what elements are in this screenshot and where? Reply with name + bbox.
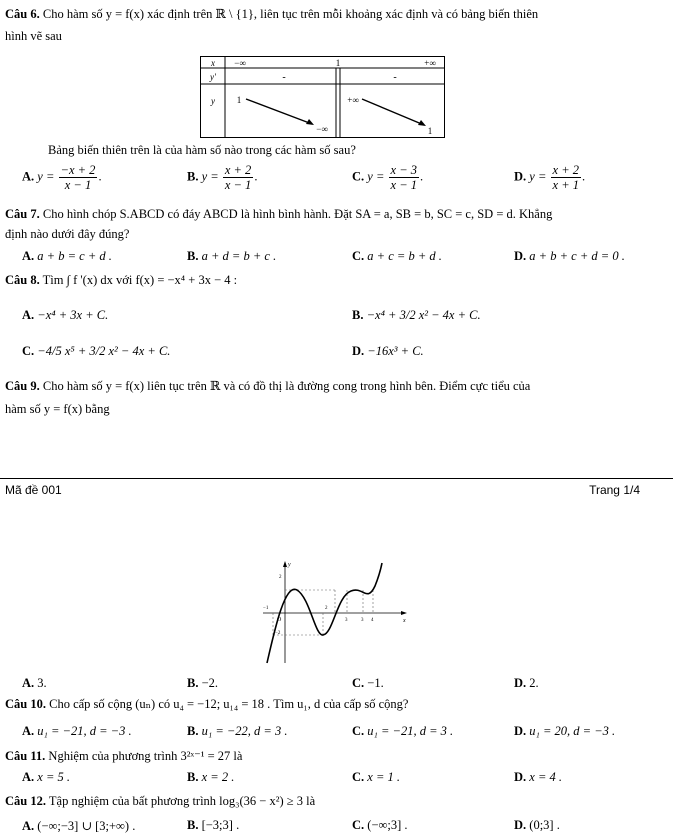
q6-option-d[interactable]: D. y = $\frac{x + 2}{x + 1}$ .: [514, 163, 586, 192]
q11-option-b[interactable]: B. x = 2 .: [187, 770, 235, 784]
q6-question: Bảng biến thiên trên là của hàm số nào trong các hàm số sau?: [48, 143, 356, 157]
exam-code: Mã đề 001: [5, 483, 62, 497]
table-x-neg-inf: −∞: [234, 58, 246, 68]
q7-option-d[interactable]: D. a + b + c + d = 0 .: [514, 249, 625, 263]
q6-text-line1: Cho hàm số y = f(x) xác định trên ℝ \ {1}, liên tục trên mỗi khoảng xác định và có bảng biến thiên: [42, 7, 539, 21]
q10-line: [5, 696, 408, 712]
q6-option-c[interactable]: C. y = $\frac{x - 3}{x - 1}$ .: [352, 163, 424, 192]
q10-option-c[interactable]: C. u₁ = −21, d = 3 .: [352, 724, 454, 738]
q9-option-a[interactable]: A. 3.: [22, 676, 47, 690]
q6-line1: [5, 6, 538, 22]
q11-label: Câu 11.: [5, 749, 46, 763]
table-x-label: x: [211, 58, 215, 68]
table-y-left-top: 1: [236, 95, 242, 105]
q12-text: Tập nghiệm của bất phương trình log₃(36 − x²) ≥ 3 là: [48, 794, 316, 808]
graph-y-two-label: 2: [279, 575, 282, 580]
q9-label: Câu 9.: [5, 379, 40, 393]
graph-x-three-b-label: 3: [361, 618, 364, 623]
q12-label: Câu 12.: [5, 794, 46, 808]
q12-option-a[interactable]: A. (−∞;−3] ∪ [3;+∞) .: [22, 819, 136, 833]
q8-option-b[interactable]: B. −x⁴ + 3/2 x² − 4x + C.: [352, 308, 481, 322]
q9-option-d[interactable]: D. 2.: [514, 676, 539, 690]
variation-table: [200, 56, 445, 138]
graph-x-two-label: 2: [325, 606, 328, 611]
q7-option-a[interactable]: A. a + b = c + d .: [22, 249, 112, 263]
table-yp-left: -: [282, 72, 286, 83]
q9-text-line2: hàm số y = f(x) bằng: [5, 402, 110, 416]
q6-text-line2: hình vẽ sau: [5, 29, 62, 43]
graph-y-label: y: [288, 562, 291, 568]
q6-option-b-fraction: $\frac{x + 2}{x - 1}$: [224, 163, 252, 192]
q11-option-a[interactable]: A. x = 5 .: [22, 770, 71, 784]
arrow-left-decreasing: [246, 99, 312, 124]
table-y-label: y: [211, 96, 215, 106]
q9-option-b[interactable]: B. −2.: [187, 676, 219, 690]
q6-option-a-fraction: $\frac{-x + 2}{x - 1}$: [60, 163, 96, 192]
q12-option-b[interactable]: B. [−3;3] .: [187, 818, 240, 832]
q10-option-d[interactable]: D. u₁ = 20, d = −3 .: [514, 724, 616, 738]
table-y-right-top: +∞: [347, 95, 359, 105]
q8-option-d[interactable]: D. −16x³ + C.: [352, 344, 424, 358]
q10-text: Cho cấp số cộng (uₙ) có u₄ = −12; u₁₄ = 18 . Tìm u₁, d của cấp số cộng?: [49, 697, 409, 711]
graph-origin-label: O: [277, 617, 282, 623]
q8-label: Câu 8.: [5, 273, 40, 287]
table-yp-label: y': [210, 72, 216, 82]
q7-label: Câu 7.: [5, 207, 40, 221]
q6-option-b[interactable]: B. y = $\frac{x + 2}{x - 1}$ .: [187, 163, 258, 192]
q9-line1: [5, 378, 530, 394]
q6-label: Câu 6.: [5, 7, 40, 21]
q6-option-a[interactable]: A. y = $\frac{-x + 2}{x - 1}$ .: [22, 163, 102, 192]
q7-line1: [5, 207, 552, 222]
q8-line: [5, 273, 237, 288]
page-number: Trang 1/4: [589, 483, 640, 497]
table-x-pos-inf: +∞: [424, 58, 436, 68]
table-yp-right: -: [393, 72, 397, 83]
graph-x-four-label: 4: [371, 618, 374, 623]
q11-text: Nghiệm của phương trình 3²ˣ⁻¹ = 27 là: [48, 749, 243, 763]
q10-option-b[interactable]: B. u₁ = −22, d = 3 .: [187, 724, 288, 738]
table-y-right-bottom: 1: [427, 126, 433, 136]
q11-option-d[interactable]: D. x = 4 .: [514, 770, 563, 784]
q6-option-c-fraction: $\frac{x - 3}{x - 1}$: [390, 163, 417, 192]
q9-option-c[interactable]: C. −1.: [352, 676, 384, 690]
q12-line: [5, 794, 315, 809]
graph-x-neg-one-label: −1: [263, 606, 269, 611]
graph-x-three-label: 3: [345, 618, 348, 623]
q9-text-line1: Cho hàm số y = f(x) liên tục trên ℝ và có đồ thị là đường cong trong hình bên. Điểm cực tiểu của: [42, 379, 531, 393]
q9-graph: [255, 558, 415, 668]
table-y-left-bottom: −∞: [316, 124, 328, 134]
q6-option-d-fraction: $\frac{x + 2}{x + 1}$: [552, 163, 579, 192]
table-x-one: 1: [335, 58, 341, 68]
q12-option-c[interactable]: C. (−∞;3] .: [352, 818, 408, 832]
q8-option-c[interactable]: C. −4/5 x⁵ + 3/2 x² − 4x + C.: [22, 344, 171, 358]
q7-option-b[interactable]: B. a + d = b + c .: [187, 249, 277, 263]
q7-option-c[interactable]: C. a + c = b + d .: [352, 249, 442, 263]
graph-x-label: x: [403, 618, 406, 624]
q10-option-a[interactable]: A. u₁ = −21, d = −3 .: [22, 724, 132, 738]
page-divider: [0, 478, 673, 479]
q10-label: Câu 10.: [5, 697, 46, 711]
q8-text: Tìm ∫ f '(x) dx với f(x) = −x⁴ + 3x − 4 :: [42, 273, 238, 287]
q12-option-d[interactable]: D. (0;3] .: [514, 818, 560, 832]
graph-y-neg-two-label: −2: [275, 631, 281, 636]
q7-text-line1: Cho hình chóp S.ABCD có đáy ABCD là hình bình hành. Đặt SA = a, SB = b, SC = c, SD = d. Khẳng: [42, 207, 553, 221]
q7-text-line2: định nào dưới đây đúng?: [5, 227, 130, 241]
arrow-right-decreasing: [362, 99, 424, 125]
q11-option-c[interactable]: C. x = 1 .: [352, 770, 401, 784]
q8-option-a[interactable]: A. −x⁴ + 3x + C.: [22, 308, 109, 322]
q11-line: [5, 748, 242, 764]
